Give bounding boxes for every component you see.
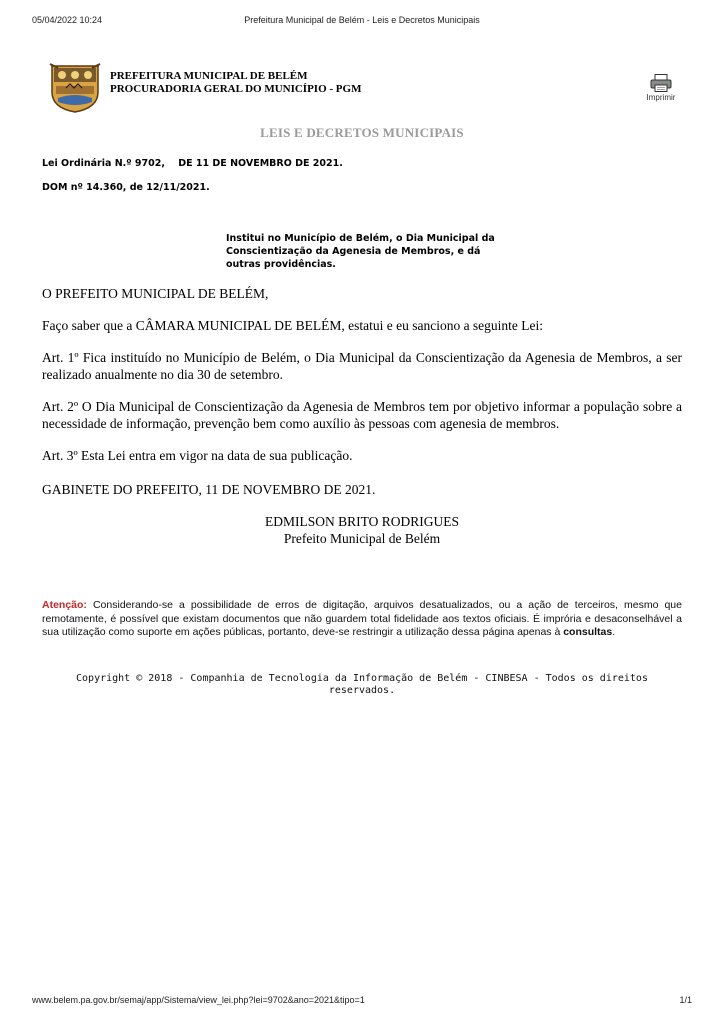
- dom-reference: DOM nº 14.360, de 12/11/2021.: [42, 182, 210, 193]
- print-page-title: Prefeitura Municipal de Belém - Leis e Decretos Municipais: [244, 15, 480, 25]
- print-button[interactable]: [641, 74, 681, 102]
- printer-icon: [650, 74, 672, 92]
- signature-block: [0, 513, 724, 547]
- closing-line: GABINETE DO PREFEITO, 11 DE NOVEMBRO DE 2021.: [42, 482, 376, 497]
- law-number: Lei Ordinária N.º 9702, DE 11 DE NOVEMBRO DE 2021.: [42, 158, 343, 169]
- org-line-2: PROCURADORIA GERAL DO MUNICÍPIO - PGM: [110, 83, 362, 95]
- organization-name: [110, 70, 361, 96]
- copyright-notice: Copyright © 2018 - Companhia de Tecnologia da Informação de Belém - CINBESA - Todos os direitos reservados.: [76, 673, 648, 696]
- signer-role: Prefeito Municipal de Belém: [283, 531, 441, 546]
- disclaimer-end: .: [612, 626, 616, 638]
- disclaimer-emphasis: consultas: [563, 626, 613, 638]
- page-url: www.belem.pa.gov.br/semaj/app/Sistema/view_lei.php?lei=9702&ano=2021&tipo=1: [32, 995, 365, 1005]
- print-label: Imprimir: [646, 93, 676, 102]
- opening-paragraph: O PREFEITO MUNICIPAL DE BELÉM,: [42, 286, 269, 301]
- article-2: Art. 2º O Dia Municipal de Conscientização da Agenesia de Membros tem por objetivo informar a população sobre a necessidade de informação, prevenção bem como auxílio às pessoas com agenesia de membros.: [42, 399, 682, 431]
- disclaimer-text: Considerando-se a possibilidade de erros de digitação, arquivos desatualizados, ou a ação de terceiros, mesmo que remotamente, é possível que existam documentos que não guardem total fidelidade aos textos oficiais. É imprória e desaconselhável a sua utilização como suporte em ações públicas, portanto, deve-se restringir a utilização dessa página apenas à: [42, 599, 682, 638]
- belem-coat-of-arms-icon: [48, 62, 102, 114]
- sanction-paragraph: Faço saber que a CÂMARA MUNICIPAL DE BELÉM, estatui e eu sanciono a seguinte Lei:: [42, 318, 544, 333]
- disclaimer-label: Atenção:: [42, 599, 87, 611]
- article-1: Art. 1º Fica instituído no Município de Belém, o Dia Municipal da Conscientização da Agenesia de Membros, a ser realizado anualmente no dia 30 de setembro.: [42, 350, 682, 382]
- article-3: Art. 3º Esta Lei entra em vigor na data de sua publicação.: [42, 448, 353, 463]
- law-ementa: Institui no Município de Belém, o Dia Municipal da Conscientização da Agenesia de Membros, e dá outras providências.: [226, 233, 495, 270]
- page-number: 1/1: [679, 995, 692, 1005]
- signer-name: EDMILSON BRITO RODRIGUES: [264, 514, 459, 529]
- print-date: 05/04/2022 10:24: [32, 15, 103, 25]
- section-title: LEIS E DECRETOS MUNICIPAIS: [260, 125, 464, 140]
- disclaimer: [42, 599, 682, 640]
- org-line-1: PREFEITURA MUNICIPAL DE BELÉM: [110, 70, 308, 82]
